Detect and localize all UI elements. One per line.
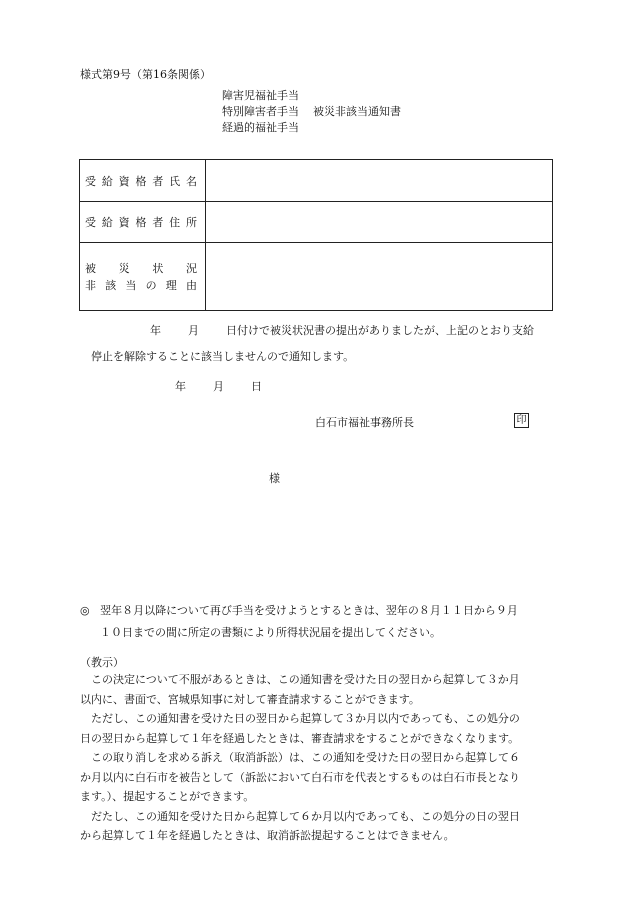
notice-text-1: 日付けで被災状況書の提出がありましたが、上記のとおり支給 bbox=[226, 324, 534, 337]
title-line-1: 障害児福祉手当 bbox=[222, 89, 299, 102]
issue-month: 月 bbox=[213, 380, 224, 393]
form-number: 様式第9号（第16条関係） bbox=[80, 68, 211, 81]
instruction-line: だたし、この通知を受けた日から起算して６か月以内であっても、この処分の日の翌日 bbox=[91, 809, 520, 823]
table-row-name bbox=[80, 160, 553, 202]
table-row-reason bbox=[80, 243, 553, 311]
double-circle-icon: ◎ bbox=[80, 604, 90, 617]
instruction-line: ます。）、提起することができます。 bbox=[80, 790, 255, 803]
seal-mark: 印 bbox=[514, 413, 529, 428]
reminder-line-2: １０日までの間に所定の書類により所得状況届を提出してください。 bbox=[100, 626, 441, 639]
recipient-address-value bbox=[206, 202, 553, 243]
notice-month: 月 bbox=[188, 324, 199, 337]
table-row-address bbox=[80, 202, 553, 243]
instruction-line: から起算して１年を経過したときは、取消訴訟提起することはできません。 bbox=[80, 829, 455, 842]
issue-date bbox=[175, 378, 289, 394]
instruction-line: ただし、この通知書を受けた日の翌日から起算して３か月以内であっても、この処分の bbox=[91, 712, 520, 725]
recipient-name-label: 受 給 資 格 者 氏 名 bbox=[80, 160, 206, 202]
instruction-line: 日の翌日から起算して１年を経過したときは、審査請求をすることができなくなります。 bbox=[80, 731, 520, 745]
recipient-address-label: 受 給 資 格 者 住 所 bbox=[80, 202, 206, 243]
instruction-body bbox=[80, 670, 560, 846]
reminder-line-1: 翌年８月以降について再び手当を受けようとするときは、翌年の８月１１日から９月 bbox=[100, 604, 518, 617]
notice-paragraph bbox=[80, 318, 554, 370]
reminder-block bbox=[80, 600, 560, 644]
recipient-name-value bbox=[206, 160, 553, 202]
instruction-line: 以内に、書面で、宮城県知事に対して審査請求することができます。 bbox=[80, 692, 420, 706]
title-line-2: 特別障害者手当 bbox=[222, 105, 299, 118]
instruction-line: この決定について不服があるときは、この通知書を受けた日の翌日から起算して３か月 bbox=[91, 673, 520, 686]
instruction-title: （教示） bbox=[80, 656, 124, 669]
document-title-block bbox=[222, 88, 401, 136]
instruction-line: か月以内に白石市を被告として（訴訟において白石市を代表とするものは白石市長となり bbox=[80, 770, 520, 784]
notice-title: 被災非該当通知書 bbox=[313, 105, 401, 118]
recipient-info-table bbox=[79, 159, 553, 311]
sender-office: 白石市福祉事務所長 bbox=[315, 416, 414, 429]
notice-text-2: 停止を解除することに該当しませんので通知します。 bbox=[91, 350, 355, 363]
disaster-reason-label: 被 災 状 況 非 該 当 の 理 由 bbox=[80, 243, 206, 311]
instruction-line: この取り消しを求める訴え（取消訴訟）は、この通知を受けた日の翌日から起算して６ bbox=[91, 751, 520, 764]
issue-day: 日 bbox=[251, 380, 262, 393]
disaster-reason-value bbox=[206, 243, 553, 311]
notice-year: 年 bbox=[150, 324, 161, 337]
title-line-3: 経過的福祉手当 bbox=[222, 121, 299, 134]
issue-year: 年 bbox=[175, 380, 186, 393]
recipient-suffix: 様 bbox=[269, 472, 280, 485]
